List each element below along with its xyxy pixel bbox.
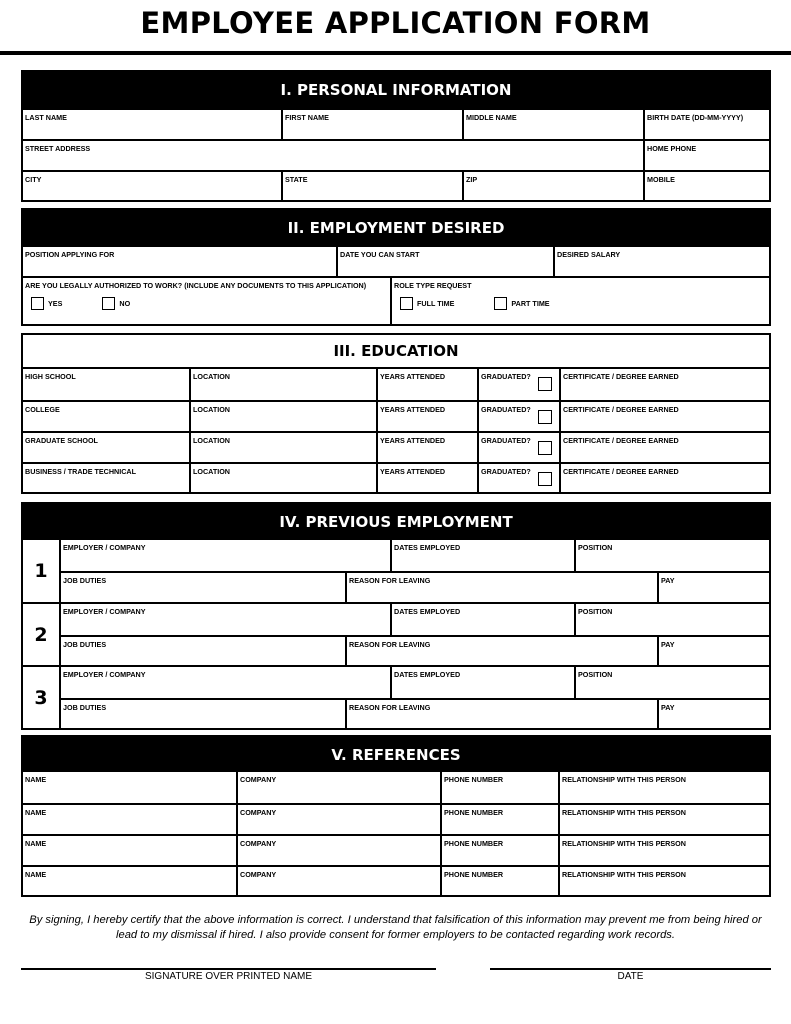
street-address-label: STREET ADDRESS bbox=[25, 144, 91, 153]
employment-entry-3 bbox=[23, 665, 769, 728]
signature-line[interactable] bbox=[21, 968, 436, 970]
reference-name-label: NAME bbox=[25, 808, 47, 817]
dates-employed-field[interactable] bbox=[390, 540, 574, 571]
position-held-label: POSITION bbox=[578, 670, 613, 679]
dates-employed-field[interactable] bbox=[390, 667, 574, 698]
mobile-label: MOBILE bbox=[647, 175, 675, 184]
graduated-field bbox=[477, 402, 559, 431]
employment-row-authorization bbox=[23, 276, 769, 324]
reference-row bbox=[23, 803, 769, 834]
employer-row bbox=[61, 604, 769, 635]
certificate-label: CERTIFICATE / DEGREE EARNED bbox=[563, 372, 679, 381]
location-field[interactable] bbox=[189, 433, 376, 462]
reference-phone-label: PHONE NUMBER bbox=[444, 870, 504, 879]
birth-date-field[interactable] bbox=[643, 110, 769, 139]
no-label: NO bbox=[119, 299, 131, 308]
employer-field[interactable] bbox=[61, 540, 390, 571]
position-held-field[interactable] bbox=[574, 604, 769, 635]
reference-company-field[interactable] bbox=[236, 867, 440, 895]
years-field[interactable] bbox=[376, 433, 477, 462]
employer-field[interactable] bbox=[61, 604, 390, 635]
previous-employment-header: IV. PREVIOUS EMPLOYMENT bbox=[23, 504, 769, 540]
personal-row-address bbox=[23, 139, 769, 170]
references-section bbox=[21, 735, 771, 897]
reference-company-field[interactable] bbox=[236, 805, 440, 834]
part-time-option[interactable] bbox=[494, 297, 549, 310]
personal-row-name bbox=[23, 108, 769, 139]
personal-info-header: I. PERSONAL INFORMATION bbox=[23, 72, 769, 108]
state-field[interactable] bbox=[281, 172, 462, 200]
reference-phone-field[interactable] bbox=[440, 867, 558, 895]
years-label: YEARS ATTENDED bbox=[380, 467, 446, 476]
role-type-label: ROLE TYPE REQUEST bbox=[394, 281, 472, 290]
trade-school-label: BUSINESS / TRADE TECHNICAL bbox=[25, 467, 137, 476]
reference-relationship-label: RELATIONSHIP WITH THIS PERSON bbox=[562, 870, 686, 879]
salary-field[interactable] bbox=[553, 247, 769, 276]
certificate-label: CERTIFICATE / DEGREE EARNED bbox=[563, 467, 679, 476]
dates-employed-label: DATES EMPLOYED bbox=[394, 543, 461, 552]
certificate-field[interactable] bbox=[559, 402, 769, 431]
zip-field[interactable] bbox=[462, 172, 643, 200]
college-field[interactable] bbox=[23, 402, 189, 431]
zip-label: ZIP bbox=[466, 175, 478, 184]
birth-date-label: BIRTH DATE (DD-MM-YYYY) bbox=[647, 113, 744, 122]
job-duties-label: JOB DUTIES bbox=[63, 576, 107, 585]
previous-employment-section bbox=[21, 502, 771, 730]
certificate-field[interactable] bbox=[559, 433, 769, 462]
job-duties-field[interactable] bbox=[61, 700, 345, 728]
education-row-graduate bbox=[23, 431, 769, 462]
job-duties-field[interactable] bbox=[61, 573, 345, 602]
first-name-field[interactable] bbox=[281, 110, 462, 139]
reference-phone-label: PHONE NUMBER bbox=[444, 839, 504, 848]
authorized-question: ARE YOU LEGALLY AUTHORIZED TO WORK? (INCLUDE ANY DOCUMENTS TO THIS APPLICATION) bbox=[25, 281, 367, 290]
no-option[interactable] bbox=[102, 297, 130, 310]
location-field[interactable] bbox=[189, 464, 376, 492]
graduate-school-field[interactable] bbox=[23, 433, 189, 462]
employer-field[interactable] bbox=[61, 667, 390, 698]
graduated-checkbox[interactable] bbox=[538, 472, 552, 486]
reason-leaving-field[interactable] bbox=[345, 700, 657, 728]
reference-company-label: COMPANY bbox=[240, 808, 277, 817]
reason-leaving-label: REASON FOR LEAVING bbox=[349, 576, 431, 585]
certificate-field[interactable] bbox=[559, 464, 769, 492]
location-label: LOCATION bbox=[193, 372, 230, 381]
reason-leaving-label: REASON FOR LEAVING bbox=[349, 640, 431, 649]
full-time-checkbox[interactable] bbox=[400, 297, 413, 310]
reference-row bbox=[23, 865, 769, 895]
reference-name-field[interactable] bbox=[23, 867, 236, 895]
entry-number: 3 bbox=[34, 686, 48, 709]
reference-company-field[interactable] bbox=[236, 772, 440, 803]
reference-phone-label: PHONE NUMBER bbox=[444, 808, 504, 817]
reference-company-label: COMPANY bbox=[240, 775, 277, 784]
state-label: STATE bbox=[285, 175, 308, 184]
reference-relationship-label: RELATIONSHIP WITH THIS PERSON bbox=[562, 775, 686, 784]
reference-company-field[interactable] bbox=[236, 836, 440, 865]
street-address-field[interactable] bbox=[23, 141, 643, 170]
reference-name-label: NAME bbox=[25, 839, 47, 848]
dates-employed-field[interactable] bbox=[390, 604, 574, 635]
city-label: CITY bbox=[25, 175, 42, 184]
date-label: DATE bbox=[617, 971, 644, 982]
college-label: COLLEGE bbox=[25, 405, 60, 414]
part-time-checkbox[interactable] bbox=[494, 297, 507, 310]
entry-fields bbox=[59, 604, 769, 665]
start-date-field[interactable] bbox=[336, 247, 553, 276]
graduated-checkbox[interactable] bbox=[538, 377, 552, 391]
years-field[interactable] bbox=[376, 369, 477, 400]
last-name-label: LAST NAME bbox=[25, 113, 67, 122]
last-name-field[interactable] bbox=[23, 110, 281, 139]
high-school-field[interactable] bbox=[23, 369, 189, 400]
role-type-field bbox=[390, 278, 769, 324]
personal-info-section bbox=[21, 70, 771, 202]
graduated-label: GRADUATED? bbox=[481, 436, 531, 445]
date-line[interactable] bbox=[490, 968, 771, 970]
authorized-field bbox=[23, 278, 390, 324]
graduated-field bbox=[477, 369, 559, 400]
high-school-label: HIGH SCHOOL bbox=[25, 372, 76, 381]
home-phone-field[interactable] bbox=[643, 141, 769, 170]
graduated-label: GRADUATED? bbox=[481, 405, 531, 414]
city-field[interactable] bbox=[23, 172, 281, 200]
certification-statement: By signing, I hereby certify that the above information is correct. I understand that falsification of this information may prevent me from being hired or lead to my dismissal if hired. I also provide consent for former employers to be contacted regarding work records. bbox=[29, 914, 762, 941]
location-label: LOCATION bbox=[193, 405, 230, 414]
no-checkbox[interactable] bbox=[102, 297, 115, 310]
graduated-label: GRADUATED? bbox=[481, 372, 531, 381]
part-time-label: PART TIME bbox=[511, 299, 550, 308]
reference-row bbox=[23, 772, 769, 803]
employer-row bbox=[61, 540, 769, 571]
yes-label: YES bbox=[48, 299, 63, 308]
graduated-field bbox=[477, 433, 559, 462]
employment-row-position bbox=[23, 245, 769, 276]
years-label: YEARS ATTENDED bbox=[380, 405, 446, 414]
duties-row bbox=[61, 571, 769, 602]
job-duties-label: JOB DUTIES bbox=[63, 703, 107, 712]
years-label: YEARS ATTENDED bbox=[380, 372, 446, 381]
start-date-label: DATE YOU CAN START bbox=[340, 250, 420, 259]
pay-field[interactable] bbox=[657, 700, 769, 728]
position-label: POSITION APPLYING FOR bbox=[25, 250, 115, 259]
employer-row bbox=[61, 667, 769, 698]
years-field[interactable] bbox=[376, 402, 477, 431]
entry-fields bbox=[59, 540, 769, 602]
mobile-field[interactable] bbox=[643, 172, 769, 200]
dates-employed-label: DATES EMPLOYED bbox=[394, 607, 461, 616]
employment-entry-2 bbox=[23, 602, 769, 665]
reference-relationship-field[interactable] bbox=[558, 772, 769, 803]
certificate-field[interactable] bbox=[559, 369, 769, 400]
reference-relationship-field[interactable] bbox=[558, 836, 769, 865]
education-row-high-school bbox=[23, 369, 769, 400]
position-held-field[interactable] bbox=[574, 667, 769, 698]
title-divider bbox=[0, 51, 791, 55]
reference-relationship-field[interactable] bbox=[558, 867, 769, 895]
graduated-checkbox[interactable] bbox=[538, 441, 552, 455]
yes-checkbox[interactable] bbox=[31, 297, 44, 310]
reason-leaving-field[interactable] bbox=[345, 573, 657, 602]
entry-number: 1 bbox=[34, 560, 48, 582]
certificate-label: CERTIFICATE / DEGREE EARNED bbox=[563, 436, 679, 445]
reference-name-label: NAME bbox=[25, 870, 47, 879]
entry-number: 2 bbox=[34, 623, 48, 646]
reference-phone-label: PHONE NUMBER bbox=[444, 775, 504, 784]
education-row-college bbox=[23, 400, 769, 431]
duties-row bbox=[61, 698, 769, 728]
reason-leaving-label: REASON FOR LEAVING bbox=[349, 703, 431, 712]
employer-label: EMPLOYER / COMPANY bbox=[63, 607, 146, 616]
graduated-checkbox[interactable] bbox=[538, 410, 552, 424]
position-held-label: POSITION bbox=[578, 543, 613, 552]
pay-label: PAY bbox=[661, 576, 675, 585]
pay-label: PAY bbox=[661, 703, 675, 712]
reference-name-label: NAME bbox=[25, 775, 47, 784]
education-section bbox=[21, 333, 771, 494]
reference-relationship-label: RELATIONSHIP WITH THIS PERSON bbox=[562, 839, 686, 848]
form-title: EMPLOYEE APPLICATION FORM bbox=[140, 6, 651, 40]
years-field[interactable] bbox=[376, 464, 477, 492]
education-row-trade bbox=[23, 462, 769, 492]
employment-desired-section bbox=[21, 208, 771, 326]
reference-phone-field[interactable] bbox=[440, 836, 558, 865]
employer-label: EMPLOYER / COMPANY bbox=[63, 543, 146, 552]
home-phone-label: HOME PHONE bbox=[647, 144, 697, 153]
pay-label: PAY bbox=[661, 640, 675, 649]
location-label: LOCATION bbox=[193, 467, 230, 476]
pay-field[interactable] bbox=[657, 573, 769, 602]
personal-row-city bbox=[23, 170, 769, 200]
references-header: V. REFERENCES bbox=[23, 737, 769, 772]
role-type-options bbox=[394, 297, 767, 310]
full-time-label: FULL TIME bbox=[417, 299, 455, 308]
education-header: III. EDUCATION bbox=[23, 335, 769, 369]
reference-name-field[interactable] bbox=[23, 836, 236, 865]
employer-label: EMPLOYER / COMPANY bbox=[63, 670, 146, 679]
reference-row bbox=[23, 834, 769, 865]
reference-phone-field[interactable] bbox=[440, 772, 558, 803]
reference-relationship-label: RELATIONSHIP WITH THIS PERSON bbox=[562, 808, 686, 817]
graduate-school-label: GRADUATE SCHOOL bbox=[25, 436, 98, 445]
dates-employed-label: DATES EMPLOYED bbox=[394, 670, 461, 679]
signature-label: SIGNATURE OVER PRINTED NAME bbox=[144, 971, 313, 982]
location-label: LOCATION bbox=[193, 436, 230, 445]
graduated-label: GRADUATED? bbox=[481, 467, 531, 476]
employment-desired-header: II. EMPLOYMENT DESIRED bbox=[23, 210, 769, 245]
location-field[interactable] bbox=[189, 369, 376, 400]
reason-leaving-field[interactable] bbox=[345, 637, 657, 665]
duties-row bbox=[61, 635, 769, 665]
yes-option[interactable] bbox=[31, 297, 62, 310]
graduated-field bbox=[477, 464, 559, 492]
salary-label: DESIRED SALARY bbox=[557, 250, 621, 259]
middle-name-field[interactable] bbox=[462, 110, 643, 139]
pay-field[interactable] bbox=[657, 637, 769, 665]
reference-name-field[interactable] bbox=[23, 772, 236, 803]
middle-name-label: MIDDLE NAME bbox=[466, 113, 517, 122]
first-name-label: FIRST NAME bbox=[285, 113, 329, 122]
employment-entry-1 bbox=[23, 540, 769, 602]
reference-name-field[interactable] bbox=[23, 805, 236, 834]
reference-relationship-field[interactable] bbox=[558, 805, 769, 834]
certificate-label: CERTIFICATE / DEGREE EARNED bbox=[563, 405, 679, 414]
job-duties-label: JOB DUTIES bbox=[63, 640, 107, 649]
position-held-label: POSITION bbox=[578, 607, 613, 616]
full-time-option[interactable] bbox=[400, 297, 454, 310]
position-held-field[interactable] bbox=[574, 540, 769, 571]
trade-school-field[interactable] bbox=[23, 464, 189, 492]
authorized-options bbox=[25, 297, 388, 310]
position-field[interactable] bbox=[23, 247, 336, 276]
reference-phone-field[interactable] bbox=[440, 805, 558, 834]
reference-company-label: COMPANY bbox=[240, 839, 277, 848]
reference-company-label: COMPANY bbox=[240, 870, 277, 879]
job-duties-field[interactable] bbox=[61, 637, 345, 665]
location-field[interactable] bbox=[189, 402, 376, 431]
years-label: YEARS ATTENDED bbox=[380, 436, 446, 445]
entry-fields bbox=[59, 667, 769, 728]
